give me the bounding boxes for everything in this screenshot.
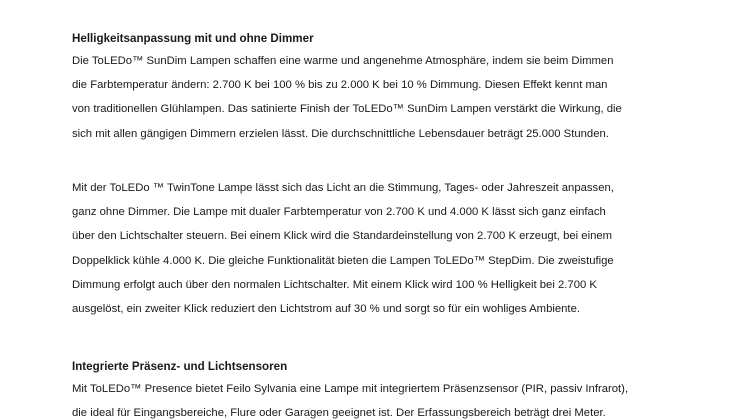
paragraph-line: die ideal für Eingangsbereiche, Flure oder Garagen geeignet ist. Der Erfassungsbereich beträgt drei Meter.	[72, 407, 606, 419]
paragraph-presence	[72, 377, 682, 419]
section-sensors	[72, 359, 682, 419]
paragraph-line: ganz ohne Dimmer. Die Lampe mit dualer Farbtemperatur von 2.700 K und 4.000 K lässt sich ganz einfach	[72, 206, 606, 219]
paragraph-line: ausgelöst, ein zweiter Klick reduziert den Lichtstrom auf 30 % und sorgt so für ein wohliges Ambiente.	[72, 303, 580, 316]
paragraph-line: sich mit allen gängigen Dimmern erzielen lässt. Die durchschnittliche Lebensdauer beträgt 25.000 Stunden.	[72, 127, 609, 140]
paragraph-sundim	[72, 49, 682, 146]
paragraph-line: die Farbtemperatur ändern: 2.700 K bei 100 % bis zu 2.000 K bei 10 % Dimmung. Diesen Effekt kennt man	[72, 79, 608, 92]
paragraph-line: Doppelklick kühle 4.000 K. Die gleiche Funktionalität bieten die Lampen ToLEDo™ StepDim. Die zweistufige	[72, 254, 614, 267]
paragraph-line: Dimmung erfolgt auch über den normalen Lichtschalter. Mit einem Klick wird 100 % Helligkeit bei 2.700 K	[72, 278, 597, 291]
paragraph-line: Mit der ToLEDo ™ TwinTone Lampe lässt sich das Licht an die Stimmung, Tages- oder Jahreszeit anpassen,	[72, 182, 614, 194]
paragraph-line: Mit ToLEDo™ Presence bietet Feilo Sylvania eine Lampe mit integriertem Präsenzsensor (PIR, passiv Infrarot),	[72, 383, 629, 395]
paragraph-twintone	[72, 176, 682, 321]
paragraph-line: von traditionellen Glühlampen. Das satinierte Finish der ToLEDo™ SunDim Lampen verstärkt die Wirkung, die	[72, 103, 622, 116]
section-brightness	[72, 31, 682, 146]
paragraph-line: über den Lichtschalter steuern. Bei einem Klick wird die Standardeinstellung von 2.700 K erzeugt, bei einem	[72, 230, 613, 243]
section-twintone	[72, 176, 682, 321]
paragraph-line: Die ToLEDo™ SunDim Lampen schaffen eine warme und angenehme Atmosphäre, indem sie beim Dimmen	[72, 55, 614, 67]
section-heading: Helligkeitsanpassung mit und ohne Dimmer	[72, 32, 314, 45]
section-heading: Integrierte Präsenz- und Lichtsensoren	[72, 360, 288, 373]
